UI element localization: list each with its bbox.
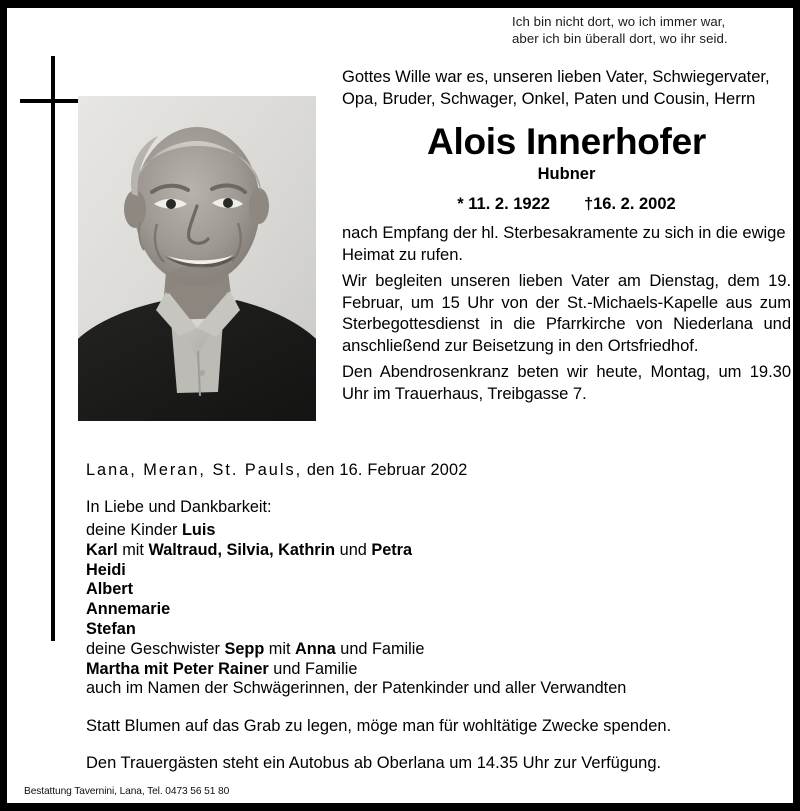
martha-suffix: und Familie [268, 659, 358, 678]
karl-und: und [335, 540, 372, 559]
funeral-paragraph: Wir begleiten unseren lieben Vater am Dienstag, dem 19. Februar, um 15 Uhr von der St.-Michaels-Kapelle aus zum Sterbegottesdienst in die Pfarrkirche von Niederlana und anschließend zur Beisetzung in den Ortsfriedhof. [342, 271, 791, 355]
child-name-luis: Luis [181, 521, 216, 539]
family-row-children [86, 521, 786, 541]
child-name-karl: Karl [86, 540, 118, 559]
main-text-column [342, 66, 791, 404]
place-towns: Lana, Meran, St. Pauls, [86, 461, 303, 479]
family-list [86, 521, 786, 640]
family-row-albert [86, 580, 786, 600]
sibling-name-anna: Anna [295, 639, 336, 658]
family-row-karl [86, 541, 786, 561]
life-dates [342, 194, 791, 214]
siblings-prefix: deine Geschwister [86, 639, 225, 658]
death-date: †16. 2. 2002 [583, 195, 676, 213]
portrait-photo-image [78, 96, 316, 421]
sibling-name-martha-peter: Martha mit Peter Rainer [86, 659, 269, 678]
birth-date: * 11. 2. 1922 [457, 195, 550, 213]
child-name-stefan: Stefan [86, 619, 136, 638]
family-row-stefan [86, 620, 786, 640]
siblings-row-sepp [86, 640, 786, 660]
family-row-heidi [86, 561, 786, 581]
child-name-heidi: Heidi [86, 560, 126, 579]
donations-paragraph: Statt Blumen auf das Grab zu legen, möge man für wohltätige Zwecke spenden. [86, 717, 672, 736]
place-date: den 16. Februar 2002 [302, 461, 468, 479]
thanks-line: In Liebe und Dankbarkeit: [86, 498, 272, 516]
epitaph-line-1: Ich bin nicht dort, wo ich immer war, [512, 14, 726, 29]
cross-icon-vertical-bar [51, 56, 55, 641]
funeral-home-credit: Bestattung Tavernini, Lana, Tel. 0473 56 51 80 [24, 786, 230, 797]
sacraments-paragraph: nach Empfang der hl. Sterbesakramente zu sich in die ewige Heimat zu rufen. [342, 223, 786, 264]
sepp-suffix: und Familie [335, 639, 425, 658]
relatives-line: auch im Namen der Schwägerinnen, der Patenkinder und aller Verwandten [86, 679, 627, 698]
siblings-row-martha [86, 660, 786, 680]
children-prefix: deine Kinder [86, 521, 182, 539]
bus-paragraph: Den Trauergästen steht ein Autobus ab Oberlana um 14.35 Uhr zur Verfügung. [86, 753, 662, 772]
epitaph-quote [512, 14, 792, 47]
epitaph-line-2: aber ich bin überall dort, wo ihr seid. [512, 30, 728, 46]
siblings-list [86, 640, 786, 699]
child-name-albert: Albert [86, 580, 134, 599]
deceased-name: Alois Innerhofer [427, 121, 706, 162]
karl-family-names: Waltraud, Silvia, Kathrin [148, 540, 336, 559]
karl-mit: mit [117, 540, 149, 559]
child-name-petra: Petra [371, 540, 413, 559]
family-row-annemarie [86, 600, 786, 620]
cross-icon-horizontal-bar [20, 99, 78, 103]
child-name-annemarie: Annemarie [86, 600, 171, 619]
lower-text-block [86, 460, 786, 774]
portrait-photo [78, 96, 316, 421]
intro-paragraph: Gottes Wille war es, unseren lieben Vater, Schwiegervater, Opa, Bruder, Schwager, Onkel, Paten und Cousin, Herrn [342, 67, 770, 108]
rosary-paragraph: Den Abendrosenkranz beten wir heute, Montag, um 19.30 Uhr im Trauerhaus, Treibgasse 7. [342, 362, 791, 403]
place-and-date-line [86, 460, 786, 481]
house-name: Hubner [537, 165, 596, 183]
sibling-name-sepp: Sepp [224, 639, 265, 658]
notice-inner [7, 8, 793, 803]
sepp-mit: mit [264, 639, 296, 658]
